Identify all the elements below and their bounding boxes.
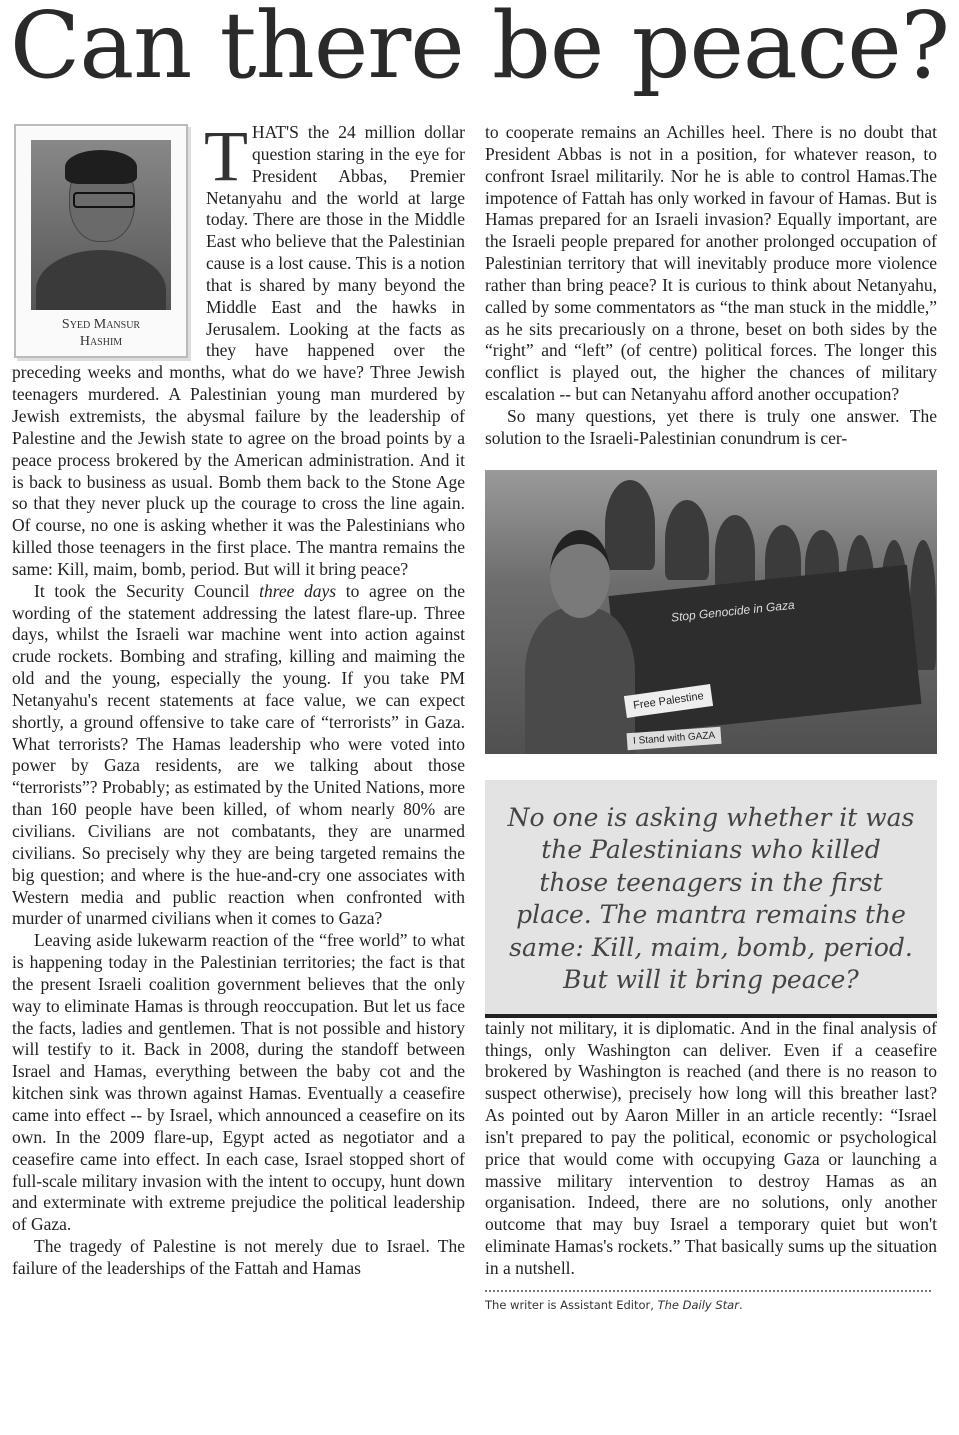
paragraph: So many questions, yet there is truly one answer. The solution to the Israeli-Palestinian conundrum is cer- [485, 405, 937, 448]
protest-sign: I Stand with GAZA [627, 726, 722, 750]
paragraph: tainly not military, it is diplomatic. And in the final analysis of things, only Washington can deliver. Even if a ceasefire brokered by Washington is reached (and there is no reason to suspect otherwise), precisely how long will this breather last? As pointed out by Aaron Miller in an article recently: “Israel isn't prepared to pay the political, economic or psychological price that would come with occupying Gaza or launching a massive military intervention to destroy Hamas as an organisation. Indeed, there are no solutions, only another outcome that may buy Israel a temporary quiet but won't eliminate Hamas's rockets.” That basically sums up the situation in a nutshell. [485, 1017, 937, 1278]
author-byline [14, 124, 188, 358]
author-note [485, 1298, 937, 1312]
protester [525, 530, 635, 754]
divider [485, 1290, 931, 1292]
author-note-end: . [738, 1297, 743, 1312]
pull-quote: No one is asking whether it was the Palestinians who killed those teenagers in the first place. The mantra remains the same: Kill, maim, bomb, period. But will it bring peace? [485, 780, 937, 1018]
left-column [12, 116, 466, 1280]
paragraph-text: It took the Security Council [34, 580, 260, 601]
banner-text: Stop Genocide in Gaza [670, 597, 796, 625]
paragraph-text: to agree on the wording of the statement addressing the latest flare-up. Three days, whilst the Israeli war machine went into action against crude rockets. Bombing and strafing, killing and maiming the old and the young, especially the young. If you take PM Netanyahu's recent statements at face value, we can expect shortly, a ground offensive to take care of “terrorists” in Gaza. What terrorists? The Hamas leadership who were voted into power by Gaza residents, are we talking about those “terrorists”? Probably; as estimated by the United Nations, more than 160 people have been killed, of whom nearly 80% are civilians. Civilians are not combatants, they are unarmed civilians. So precisely why they are being targeted remains the big question; and where is the hue-and-cry one associates with Western media and public reaction when confronted with murder of unarmed civilians when it comes to Gaza? [12, 580, 466, 929]
author-note-text: The writer is Assistant Editor, [485, 1297, 658, 1312]
publication-name: The Daily Star [657, 1297, 739, 1312]
italic-text: three days [259, 580, 337, 601]
paragraph: The tragedy of Palestine is not merely due to Israel. The failure of the leaderships of the Fattah and Hamas [12, 1236, 465, 1278]
paragraph [12, 581, 465, 931]
right-column [485, 122, 937, 1312]
headline: Can there be peace? [9, 0, 950, 99]
paragraph: to cooperate remains an Achilles heel. There is no doubt that President Abbas is not in a position, for whatever reason, to confront Israel militarily. Nor he is able to control Hamas.The impotence of Fattah has only worked in favour of Hamas. But is Hamas prepared for an Israeli invasion? Equally important, are the Israeli people prepared for another prolonged occupation of Palestinian territory that will inevitably produce more violence rather than bring peace? It is curious to think about Netanyahu, called by some commentators as “the man stuck in the middle,” as he sits precariously on a throne, beset on both sides by the “right” and “left” (of centre) political forces. The longer this conflict is played out, the higher the chances of military escalation -- but can Netanyahu afford another occupation? [485, 122, 937, 405]
paragraph: Leaving aside lukewarm reaction of the “free world” to what is happening today in the Palestinian territories; the fact is that the present Israeli coalition government believes that the only way to eliminate Hamas is through reoccupation. But let us face the facts, ladies and gentlemen. That is not possible and history will testify to it. Back in 2008, during the standoff between Israel and Hamas, everything between the baby cot and the kitchen sink was thrown against Hamas. Eventually a ceasefire came into effect -- by Israel, which announced a ceasefire on its own. In the 2009 flare-up, Egypt acted as negotiator and a ceasefire came into effect. In each case, Israel stopped short of full-scale military invasion with the intent to occupy, hunt down and exterminate with extreme prejudice the political leadership of Gaza. [12, 930, 465, 1235]
author-name-line2: Hashim [79, 334, 123, 349]
paragraph-text: HAT'S the 24 million dollar question staring in the eye for President Abbas, Premier Netanyahu and the world at large today. There are those in the Middle East who believe that the Palestinian cause is a lost cause. This is a notion that is shared by many beyond the Middle East and the hawks in Jerusalem. Looking at the facts as they have happened over the preceding weeks and months, what do we have? Three Jewish teenagers murdered. A Palestinian young man murdered by Jewish extremists, the abysmal failure by the leadership of Palestine and the Jewish state to agree on the broad points by a peace process brokered by the American administration. And it is back to business as usual. Bomb them back to the Stone Age so that they never pluck up the courage to cross the line again. Of course, no one is asking whether it was the Palestinians who killed those teenagers in the first place. The mantra remains the same: Kill, maim, bomb, period. But will it bring peace? [12, 122, 465, 579]
drop-cap: T [204, 116, 248, 196]
author-photo [31, 140, 171, 310]
author-name [16, 316, 186, 350]
protest-sign: Free Palestine [624, 684, 713, 718]
author-name-line1: Syed Mansur [61, 317, 141, 332]
protest-photo [485, 470, 937, 754]
